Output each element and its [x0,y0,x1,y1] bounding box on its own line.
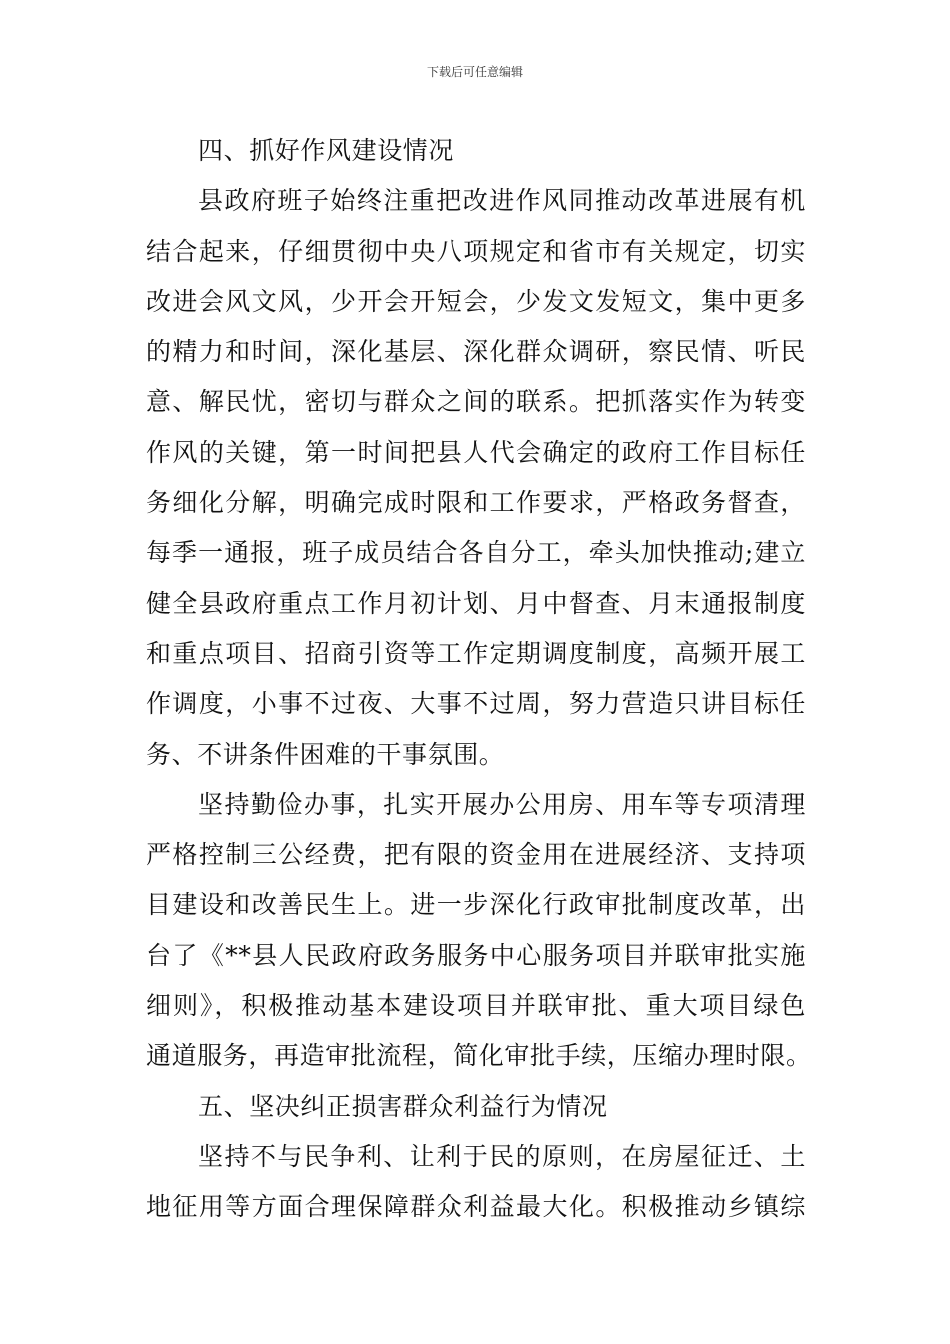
page-header-note: 下载后可任意编辑 [426,65,523,79]
text-line: 改进会风文风，少开会开短会，少发文发短文，集中更多 [146,286,806,316]
text-line: 目建设和改善民生上。进一步深化行政审批制度改革，出 [146,890,806,920]
text-line: 通道服务，再造审批流程，简化审批手续，压缩办理时限。 [146,1041,812,1071]
text-line: 地征用等方面合理保障群众利益最大化。积极推动乡镇综 [146,1192,806,1222]
text-line: 作调度，小事不过夜、大事不过周，努力营造只讲目标任 [146,689,806,719]
text-line: 务细化分解，明确完成时限和工作要求，严格政务督查， [146,488,806,518]
text-line: 坚持不与民争利、让利于民的原则，在房屋征迁、土 [198,1141,806,1171]
text-line: 意、解民忧，密切与群众之间的联系。把抓落实作为转变 [146,387,806,417]
document-body [146,126,812,1233]
text-line: 健全县政府重点工作月初计划、月中督查、月末通报制度 [146,588,806,618]
text-line: 每季一通报，班子成员结合各自分工，牵头加快推动;建立 [146,538,806,568]
text-line: 严格控制三公经费，把有限的资金用在进展经济、支持项 [146,840,806,870]
text-line: 台了《**县人民政府政务服务中心服务项目并联审批实施 [146,940,806,970]
text-line: 五、坚决纠正损害群众利益行为情况 [198,1091,608,1121]
text-line: 作风的关键，第一时间把县人代会确定的政府工作目标任 [146,437,806,467]
text-line: 坚持勤俭办事，扎实开展办公用房、用车等专项清理 [198,789,806,819]
text-line: 结合起来，仔细贯彻中央八项规定和省市有关规定，切实 [146,236,806,266]
text-line: 四、抓好作风建设情况 [198,136,455,165]
text-line: 县政府班子始终注重把改进作风同推动改革进展有机 [198,186,806,216]
text-line: 细则》，积极推动基本建设项目并联审批、重大项目绿色 [146,991,806,1021]
text-line: 的精力和时间，深化基层、深化群众调研，察民情、听民 [146,337,806,367]
text-line: 务、不讲条件困难的干事氛围。 [146,739,505,769]
text-line: 和重点项目、招商引资等工作定期调度制度，高频开展工 [146,638,806,668]
